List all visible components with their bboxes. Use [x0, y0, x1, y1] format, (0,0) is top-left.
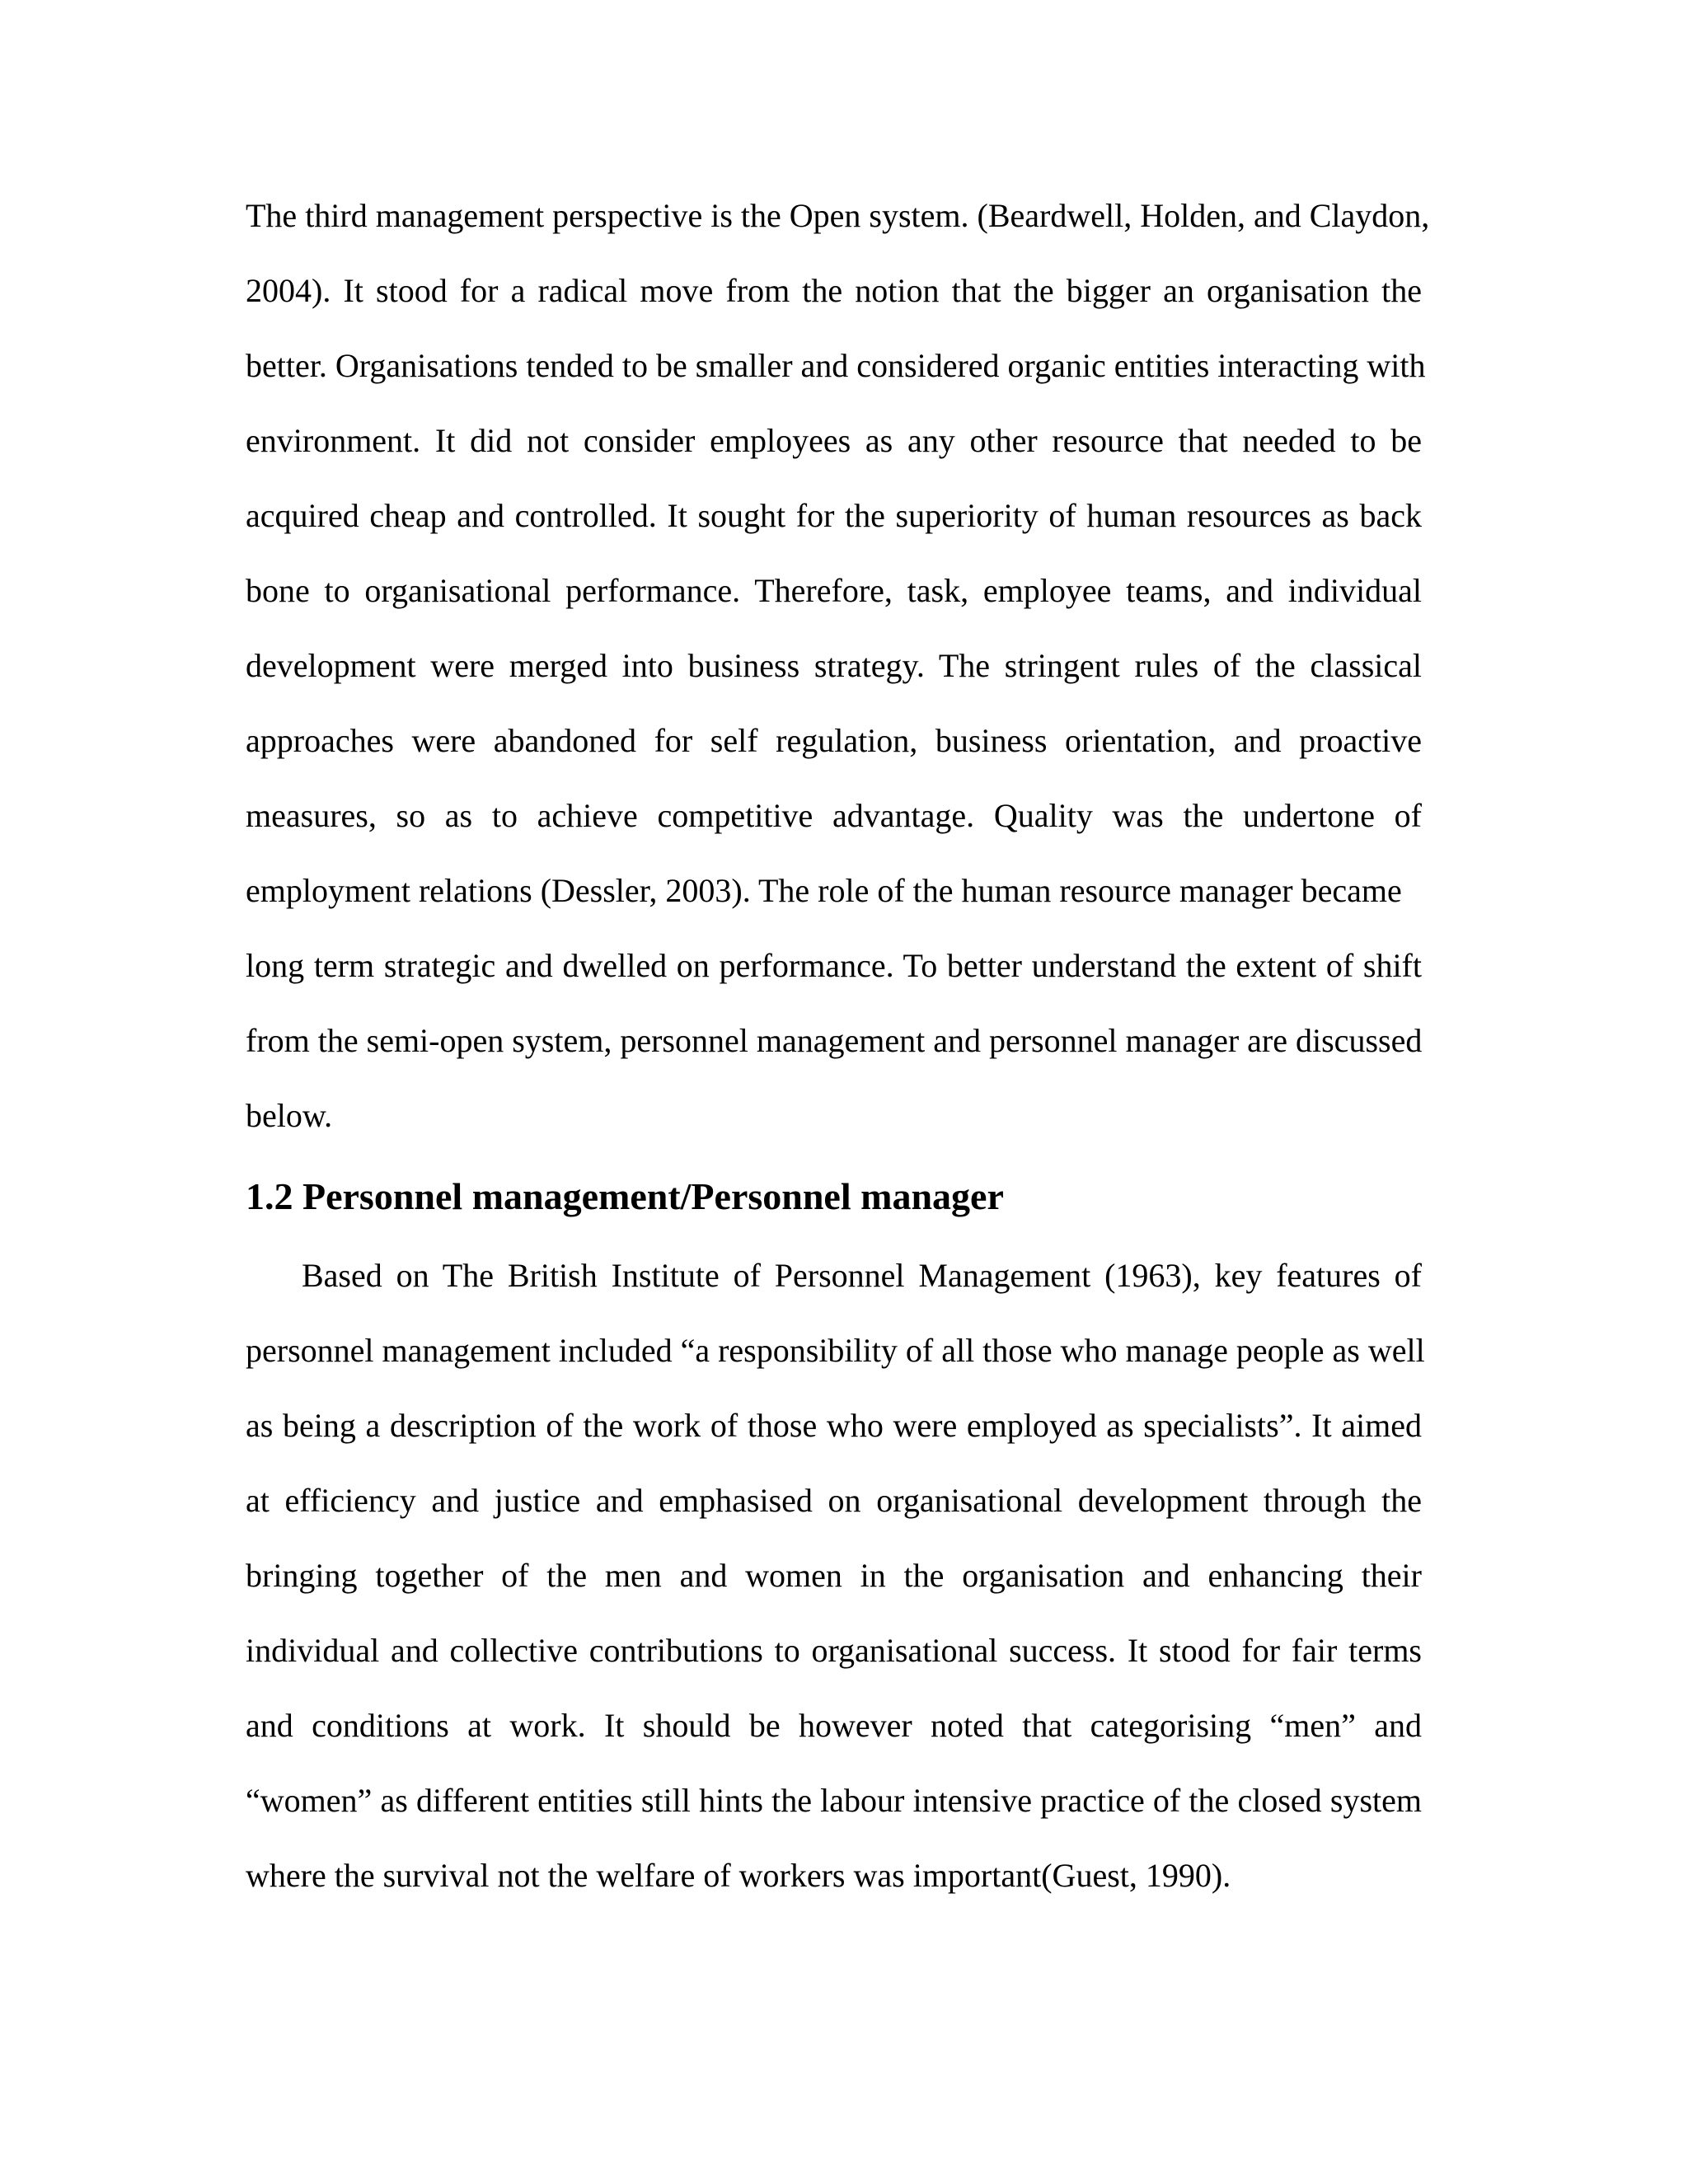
text-line: “women” as different entities still hints the labour intensive practice of the closed system: [246, 1782, 1422, 1819]
text-line: long term strategic and dwelled on performance. To better understand the extent of shift: [246, 947, 1422, 984]
text-line: below.: [246, 1097, 333, 1134]
text-line: environment. It did not consider employees as any other resource that needed to be: [246, 422, 1422, 459]
section-heading: 1.2 Personnel management/Personnel manager: [246, 1175, 1004, 1217]
text-line: measures, so as to achieve competitive advantage. Quality was the undertone of: [246, 797, 1422, 834]
text-line: as being a description of the work of those who were employed as specialists”. It aimed: [246, 1407, 1422, 1444]
text-line: Based on The British Institute of Personnel Management (1963), key features of: [302, 1257, 1422, 1294]
text-line: bringing together of the men and women in the organisation and enhancing their: [246, 1557, 1422, 1594]
text-line: from the semi-open system, personnel management and personnel manager are discussed: [246, 1022, 1423, 1059]
text-line: bone to organisational performance. Therefore, task, employee teams, and individual: [246, 572, 1422, 609]
text-line: The third management perspective is the Open system. (Beardwell, Holden, and Claydon,: [246, 197, 1430, 234]
text-line: acquired cheap and controlled. It sought for the superiority of human resources as back: [246, 497, 1422, 534]
text-line: and conditions at work. It should be however noted that categorising “men” and: [246, 1707, 1422, 1744]
text-line: individual and collective contributions to organisational success. It stood for fair terms: [246, 1632, 1422, 1669]
text-line: better. Organisations tended to be smaller and considered organic entities interacting with: [246, 347, 1426, 384]
text-line: employment relations (Dessler, 2003). The role of the human resource manager became: [246, 872, 1402, 909]
text-line: approaches were abandoned for self regulation, business orientation, and proactive: [246, 722, 1422, 759]
text-line: at efficiency and justice and emphasised on organisational development through the: [246, 1482, 1422, 1519]
text-line: 2004). It stood for a radical move from the notion that the bigger an organisation the: [246, 272, 1422, 309]
text-line: development were merged into business strategy. The stringent rules of the classical: [246, 647, 1422, 684]
text-line: where the survival not the welfare of workers was important(Guest, 1990).: [246, 1857, 1231, 1894]
text-line: personnel management included “a responsibility of all those who manage people as well: [246, 1332, 1425, 1369]
